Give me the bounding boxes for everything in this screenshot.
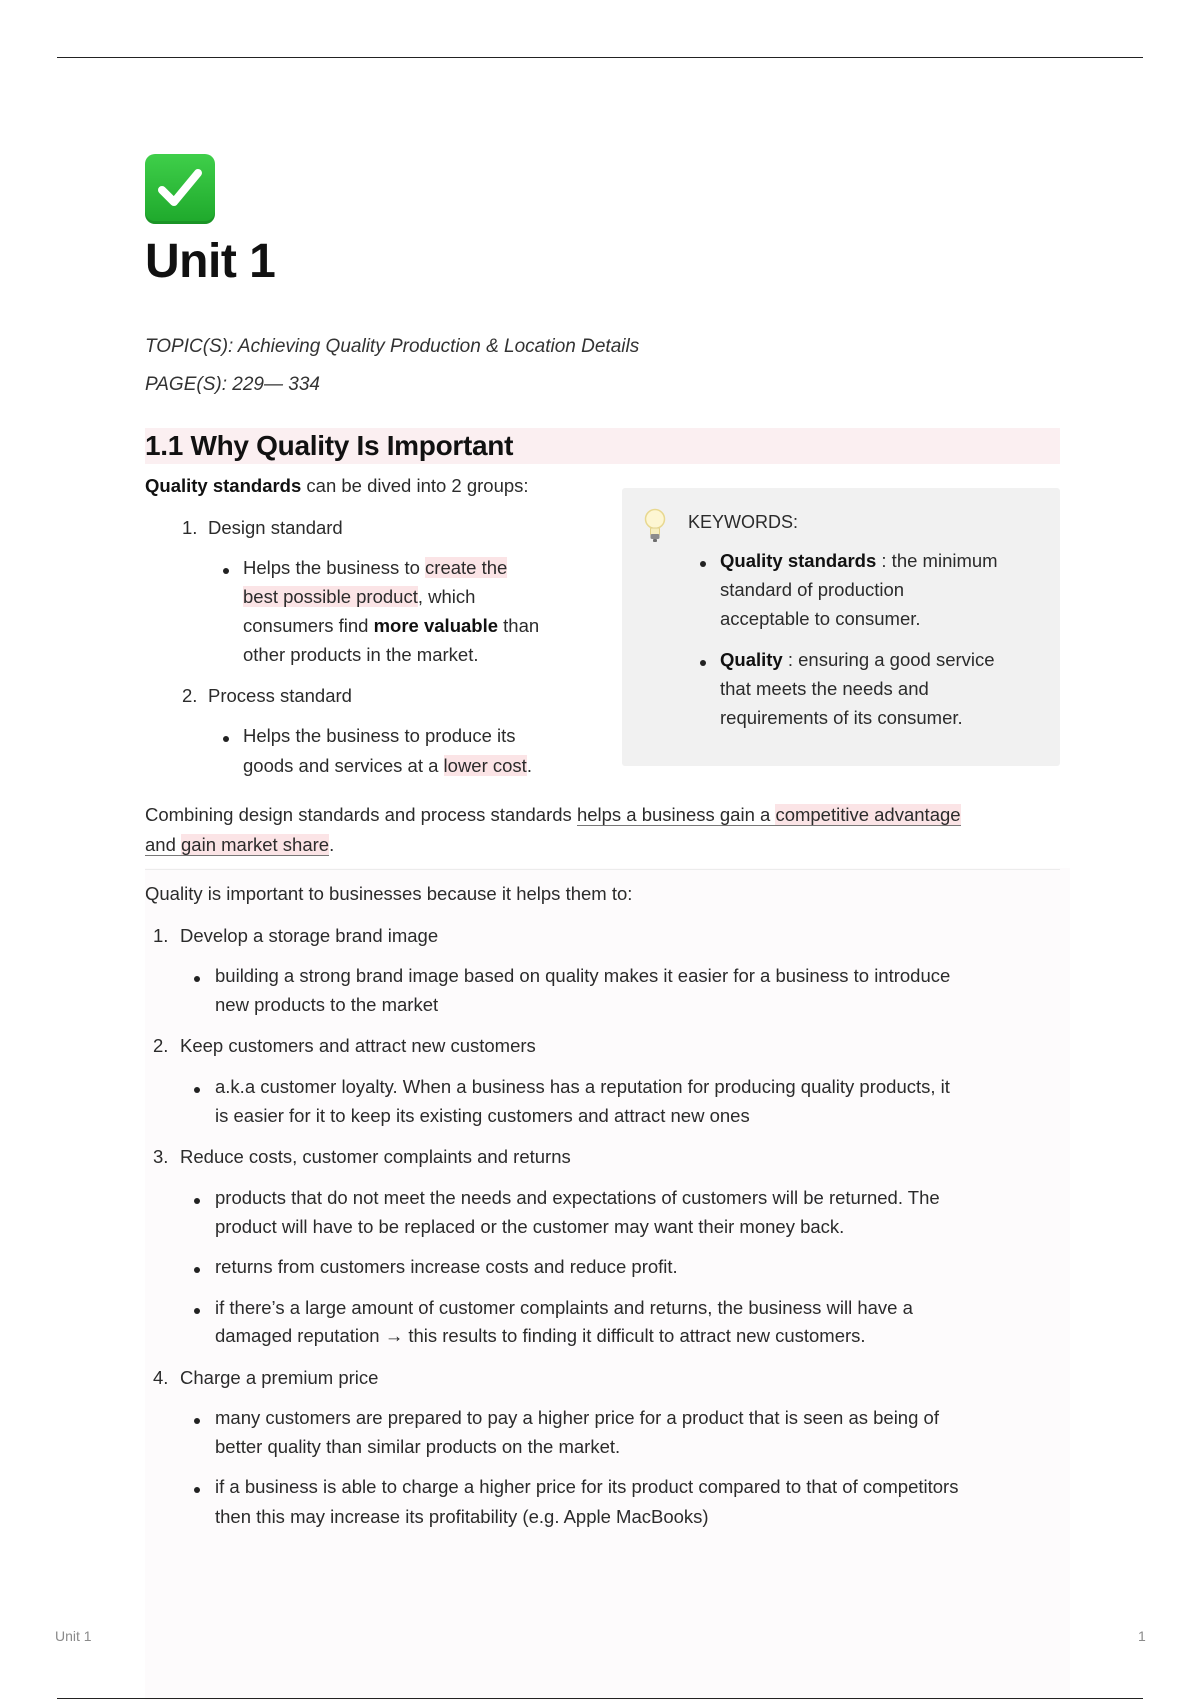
topic-line: TOPIC(S): Achieving Quality Production & Location Details [145, 336, 640, 357]
quality-standards-intro [145, 471, 529, 500]
reason-3-bullet-2-line-1: returns from customers increase costs and reduce profit. [215, 1256, 678, 1277]
design-bullet-line-3: consumers find more valuable than [243, 615, 540, 636]
bullet-dot [700, 561, 706, 567]
keyword-1-line-2: standard of production [720, 579, 905, 600]
bullet-dot [194, 1308, 200, 1314]
reason-1-label: Develop a storage brand image [180, 925, 439, 946]
bullet-dot [194, 976, 200, 982]
list-number: 1. [182, 517, 198, 538]
highlight: lower cost [443, 755, 527, 776]
reason-4-bullet-1-line-1: many customers are prepared to pay a higher price for a product that is seen as being of [215, 1407, 939, 1428]
highlight: create the [425, 557, 508, 578]
combining-line-2: and gain market share. [145, 834, 335, 855]
highlight: gain market share [181, 834, 330, 855]
reason-4-bullet-2-line-1: if a business is able to charge a higher price for its product compared to that of competitors [215, 1476, 959, 1497]
reason-3-label: Reduce costs, customer complaints and returns [180, 1146, 571, 1167]
bullet-dot [223, 736, 229, 742]
bullet-dot [194, 1087, 200, 1093]
design-standard-label: Design standard [208, 517, 343, 538]
bullet-dot [194, 1198, 200, 1204]
list-number: 1. [153, 925, 169, 946]
design-bullet-line-4: other products in the market. [243, 644, 479, 665]
reason-4-label: Charge a premium price [180, 1367, 379, 1388]
callout-title: KEYWORDS: [688, 512, 799, 532]
highlight: competitive advantage [775, 804, 961, 825]
divider [145, 869, 1060, 870]
page-title: Unit 1 [145, 235, 276, 288]
footer-page-number: 1 [1138, 1628, 1146, 1644]
intro-text: can be dived into 2 groups: [301, 475, 529, 496]
reason-2-label: Keep customers and attract new customers [180, 1035, 536, 1056]
reason-4-bullet-1-line-2: better quality than similar products on the market. [215, 1436, 621, 1457]
reason-3-bullet-1-line-1: products that do not meet the needs and expectations of customers will be returned. The [215, 1187, 940, 1208]
keywords-callout [622, 488, 1060, 766]
reason-2-bullet-1-line-1: a.k.a customer loyalty. When a business has a reputation for producing quality products, it [215, 1076, 950, 1097]
lightbulb-icon [644, 508, 666, 544]
page-top-rule [57, 57, 1143, 58]
keyword-1-line-1: Quality standards : the minimum [720, 550, 998, 571]
bullet-dot [194, 1487, 200, 1493]
bullet-dot [700, 660, 706, 666]
page-bottom-rule [57, 1698, 1143, 1699]
design-bullet-line-1: Helps the business to create the [243, 557, 508, 578]
intro-term: Quality standards [145, 475, 302, 496]
bullet-dot [223, 568, 229, 574]
pages-line: PAGE(S): 229— 334 [145, 374, 320, 395]
reason-3-bullet-3-line-1: if there’s a large amount of customer complaints and returns, the business will have a [215, 1297, 913, 1318]
process-bullet-line-2: goods and services at a lower cost. [243, 755, 532, 776]
check-mark-button-icon [145, 154, 215, 224]
footer-doc-name: Unit 1 [55, 1628, 92, 1644]
list-number: 4. [153, 1367, 169, 1388]
keyword-2-line-2: that meets the needs and [720, 678, 929, 699]
keyword-2-line-3: requirements of its consumer. [720, 707, 963, 728]
design-bullet-line-2: best possible product, which [243, 586, 476, 607]
reason-3-bullet-3-line-2: damaged reputation → this results to finding it difficult to attract new customers. [215, 1325, 866, 1346]
reason-4-bullet-2-line-2: then this may increase its profitability (e.g. Apple MacBooks) [215, 1506, 709, 1527]
bullet-dot [194, 1418, 200, 1424]
list-number: 2. [153, 1035, 169, 1056]
process-bullet-line-1: Helps the business to produce its [243, 725, 516, 746]
reason-1-bullet-1-line-2: new products to the market [215, 994, 439, 1015]
reason-3-bullet-1-line-2: product will have to be replaced or the customer may want their money back. [215, 1216, 845, 1237]
section-heading: 1.1 Why Quality Is Important [145, 428, 1060, 464]
reason-1-bullet-1-line-1: building a strong brand image based on quality makes it easier for a business to introduce [215, 965, 951, 986]
bullet-dot [194, 1267, 200, 1273]
highlight: best possible product [243, 586, 418, 607]
process-standard-label: Process standard [208, 685, 352, 706]
reason-2-bullet-1-line-2: is easier for it to keep its existing customers and attract new ones [215, 1105, 750, 1126]
list-number: 2. [182, 685, 198, 706]
combining-line-1: Combining design standards and process standards helps a business gain a competitive advantage [145, 804, 961, 825]
keyword-1-line-3: acceptable to consumer. [720, 608, 921, 629]
importance-intro: Quality is important to businesses because it helps them to: [145, 883, 633, 904]
keyword-2-line-1: Quality : ensuring a good service [720, 649, 995, 670]
list-number: 3. [153, 1146, 169, 1167]
